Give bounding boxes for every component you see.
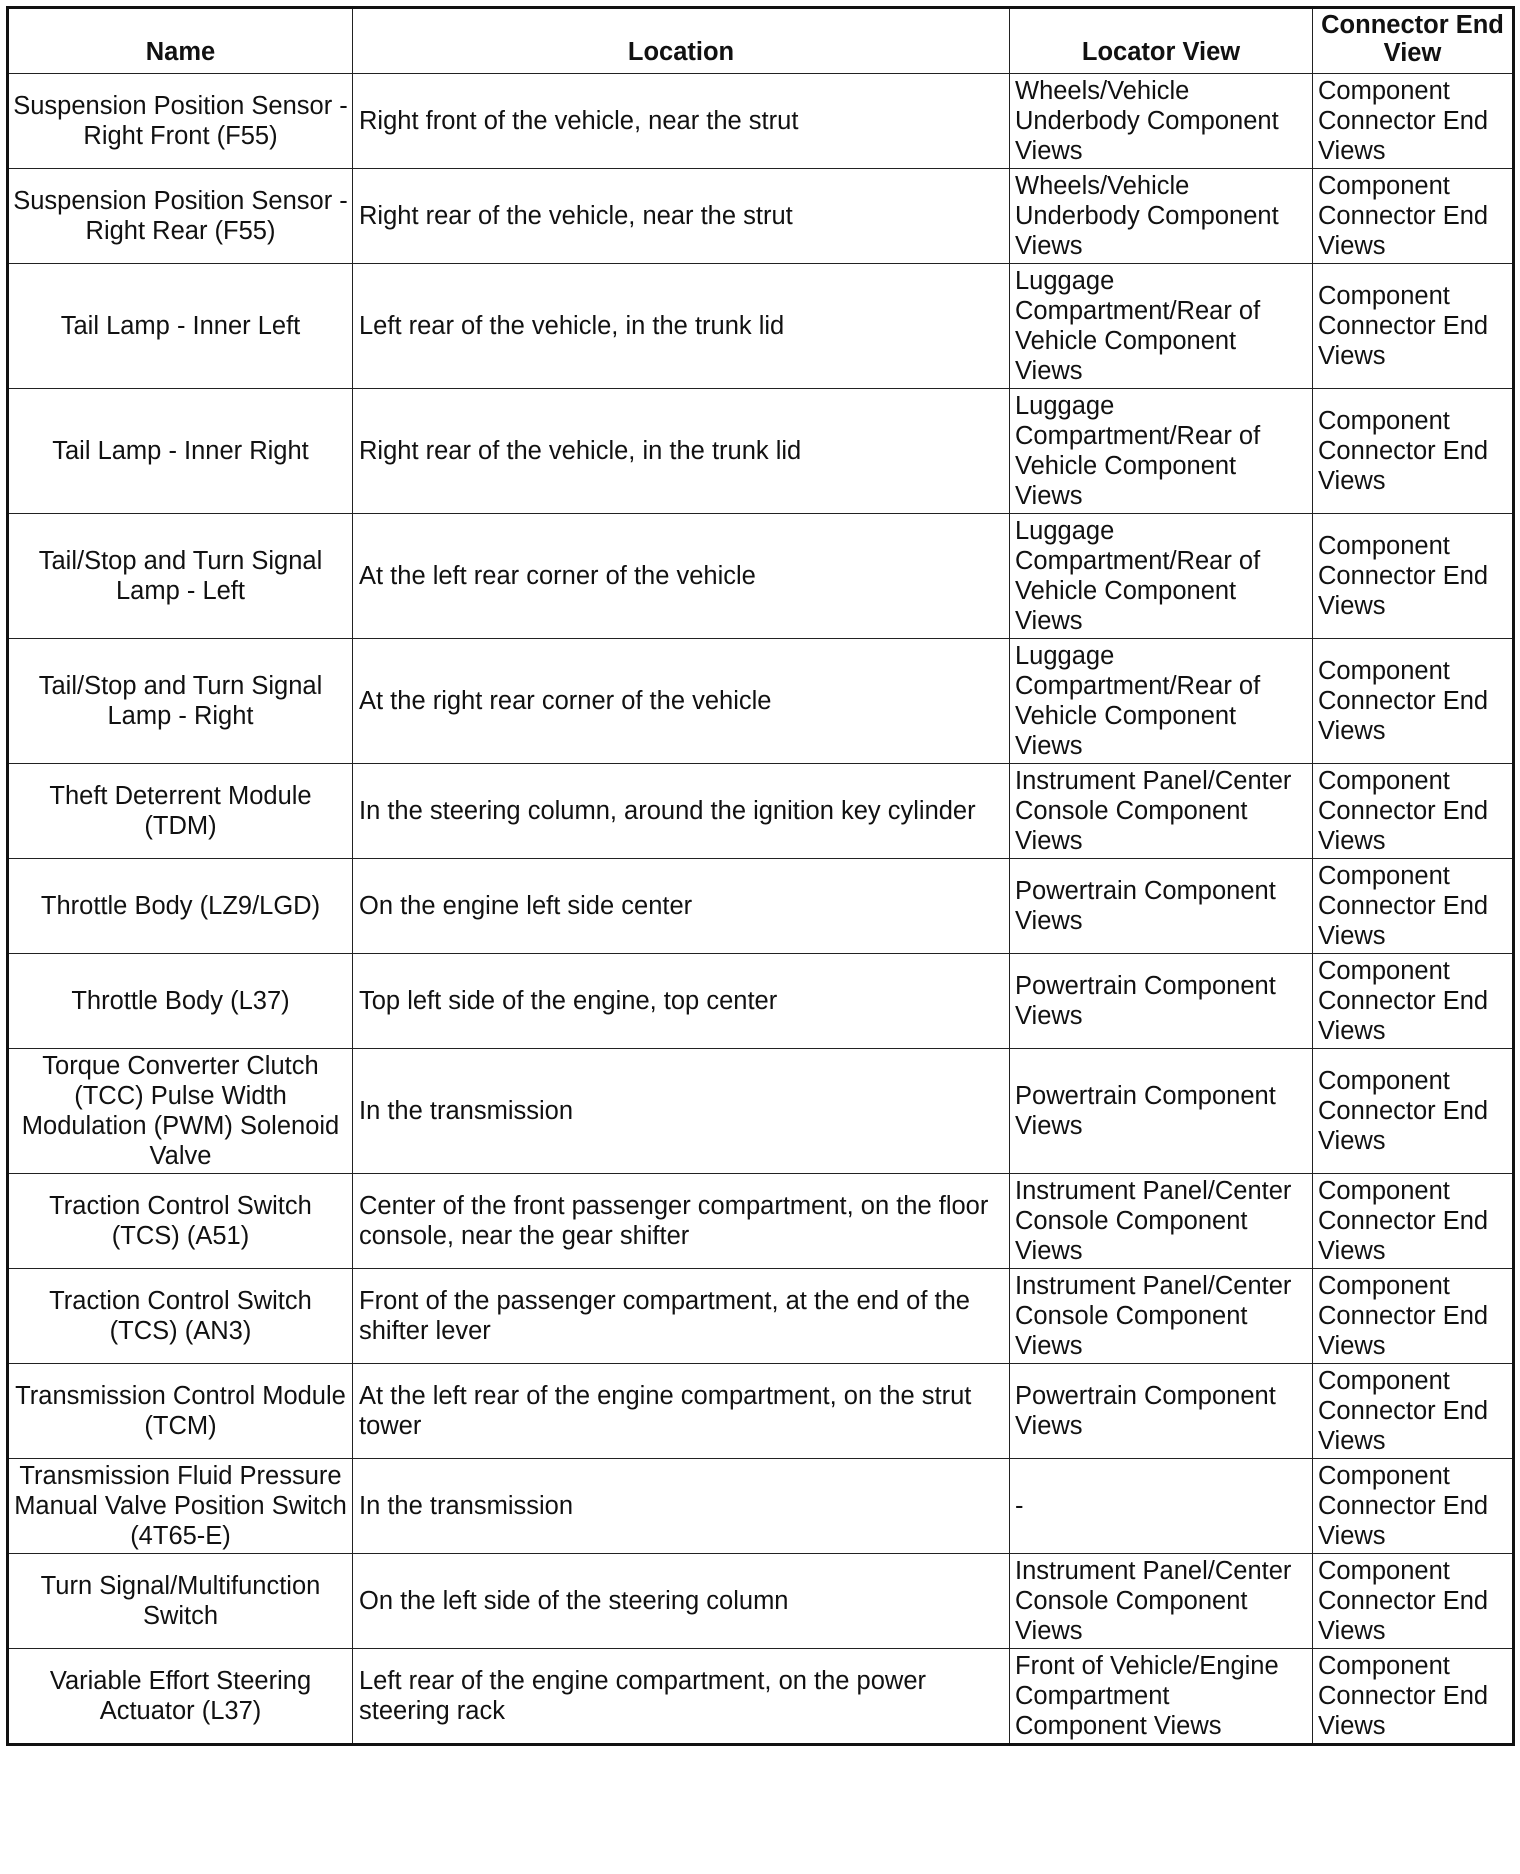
- cell-name: Throttle Body (L37): [8, 954, 353, 1049]
- table-row: [8, 954, 1514, 1049]
- cell-connector-end-view: Component Connector End Views: [1313, 1049, 1514, 1174]
- cell-location: On the left side of the steering column: [353, 1554, 1010, 1649]
- cell-name: Torque Converter Clutch (TCC) Pulse Width Modulation (PWM) Solenoid Valve: [8, 1049, 353, 1174]
- table-row: [8, 1269, 1514, 1364]
- cell-name: Theft Deterrent Module (TDM): [8, 764, 353, 859]
- cell-name: Turn Signal/Multifunction Switch: [8, 1554, 353, 1649]
- cell-connector-end-view: Component Connector End Views: [1313, 74, 1514, 169]
- cell-connector-end-view: Component Connector End Views: [1313, 1174, 1514, 1269]
- cell-location: Right front of the vehicle, near the strut: [353, 74, 1010, 169]
- cell-location: In the transmission: [353, 1459, 1010, 1554]
- cell-connector-end-view: Component Connector End Views: [1313, 1554, 1514, 1649]
- cell-name: Transmission Control Module (TCM): [8, 1364, 353, 1459]
- cell-name: Traction Control Switch (TCS) (A51): [8, 1174, 353, 1269]
- table-row: [8, 1174, 1514, 1269]
- cell-locator-view: Instrument Panel/Center Console Component Views: [1010, 764, 1313, 859]
- cell-name: Traction Control Switch (TCS) (AN3): [8, 1269, 353, 1364]
- cell-connector-end-view: Component Connector End Views: [1313, 389, 1514, 514]
- cell-name: Tail Lamp - Inner Right: [8, 389, 353, 514]
- cell-location: Front of the passenger compartment, at the end of the shifter lever: [353, 1269, 1010, 1364]
- table-row: [8, 764, 1514, 859]
- cell-location: At the left rear corner of the vehicle: [353, 514, 1010, 639]
- cell-locator-view: Instrument Panel/Center Console Component Views: [1010, 1269, 1313, 1364]
- table-row: [8, 389, 1514, 514]
- cell-name: Suspension Position Sensor - Right Rear (F55): [8, 169, 353, 264]
- cell-locator-view: Powertrain Component Views: [1010, 1364, 1313, 1459]
- component-locator-table: [6, 6, 1515, 1746]
- cell-connector-end-view: Component Connector End Views: [1313, 1459, 1514, 1554]
- cell-locator-view: Front of Vehicle/Engine Compartment Component Views: [1010, 1649, 1313, 1745]
- cell-location: Center of the front passenger compartment, on the floor console, near the gear shifter: [353, 1174, 1010, 1269]
- cell-connector-end-view: Component Connector End Views: [1313, 169, 1514, 264]
- cell-locator-view: Luggage Compartment/Rear of Vehicle Component Views: [1010, 389, 1313, 514]
- cell-location: Left rear of the vehicle, in the trunk lid: [353, 264, 1010, 389]
- table-row: [8, 859, 1514, 954]
- header-name: Name: [8, 8, 353, 74]
- cell-connector-end-view: Component Connector End Views: [1313, 764, 1514, 859]
- cell-name: Tail/Stop and Turn Signal Lamp - Right: [8, 639, 353, 764]
- cell-name: Variable Effort Steering Actuator (L37): [8, 1649, 353, 1745]
- cell-location: Right rear of the vehicle, in the trunk lid: [353, 389, 1010, 514]
- document-page: [6, 6, 1512, 1746]
- cell-location: In the transmission: [353, 1049, 1010, 1174]
- cell-name: Tail/Stop and Turn Signal Lamp - Left: [8, 514, 353, 639]
- cell-location: Left rear of the engine compartment, on the power steering rack: [353, 1649, 1010, 1745]
- cell-connector-end-view: Component Connector End Views: [1313, 1364, 1514, 1459]
- cell-locator-view: Luggage Compartment/Rear of Vehicle Component Views: [1010, 639, 1313, 764]
- header-location: Location: [353, 8, 1010, 74]
- cell-location: Top left side of the engine, top center: [353, 954, 1010, 1049]
- cell-locator-view: Powertrain Component Views: [1010, 1049, 1313, 1174]
- header-row: [8, 8, 1514, 74]
- table-row: [8, 1364, 1514, 1459]
- cell-connector-end-view: Component Connector End Views: [1313, 1649, 1514, 1745]
- cell-connector-end-view: Component Connector End Views: [1313, 954, 1514, 1049]
- table-row: [8, 639, 1514, 764]
- cell-connector-end-view: Component Connector End Views: [1313, 264, 1514, 389]
- cell-locator-view: Instrument Panel/Center Console Component Views: [1010, 1554, 1313, 1649]
- cell-name: Tail Lamp - Inner Left: [8, 264, 353, 389]
- cell-name: Transmission Fluid Pressure Manual Valve Position Switch (4T65-E): [8, 1459, 353, 1554]
- cell-locator-view: Instrument Panel/Center Console Component Views: [1010, 1174, 1313, 1269]
- cell-location: At the right rear corner of the vehicle: [353, 639, 1010, 764]
- header-connector-end-view: Connector End View: [1313, 8, 1514, 74]
- cell-location: In the steering column, around the ignition key cylinder: [353, 764, 1010, 859]
- table-row: [8, 514, 1514, 639]
- cell-locator-view: -: [1010, 1459, 1313, 1554]
- table-row: [8, 1459, 1514, 1554]
- cell-locator-view: Luggage Compartment/Rear of Vehicle Component Views: [1010, 514, 1313, 639]
- cell-locator-view: Luggage Compartment/Rear of Vehicle Component Views: [1010, 264, 1313, 389]
- table-row: [8, 74, 1514, 169]
- cell-name: Throttle Body (LZ9/LGD): [8, 859, 353, 954]
- cell-location: At the left rear of the engine compartment, on the strut tower: [353, 1364, 1010, 1459]
- cell-location: Right rear of the vehicle, near the strut: [353, 169, 1010, 264]
- table-row: [8, 1649, 1514, 1745]
- table-row: [8, 264, 1514, 389]
- cell-locator-view: Powertrain Component Views: [1010, 954, 1313, 1049]
- cell-name: Suspension Position Sensor - Right Front (F55): [8, 74, 353, 169]
- cell-connector-end-view: Component Connector End Views: [1313, 639, 1514, 764]
- cell-locator-view: Wheels/Vehicle Underbody Component Views: [1010, 169, 1313, 264]
- table-row: [8, 1554, 1514, 1649]
- cell-locator-view: Wheels/Vehicle Underbody Component Views: [1010, 74, 1313, 169]
- cell-connector-end-view: Component Connector End Views: [1313, 859, 1514, 954]
- cell-connector-end-view: Component Connector End Views: [1313, 514, 1514, 639]
- cell-locator-view: Powertrain Component Views: [1010, 859, 1313, 954]
- table-row: [8, 1049, 1514, 1174]
- cell-location: On the engine left side center: [353, 859, 1010, 954]
- table-row: [8, 169, 1514, 264]
- cell-connector-end-view: Component Connector End Views: [1313, 1269, 1514, 1364]
- header-locator-view: Locator View: [1010, 8, 1313, 74]
